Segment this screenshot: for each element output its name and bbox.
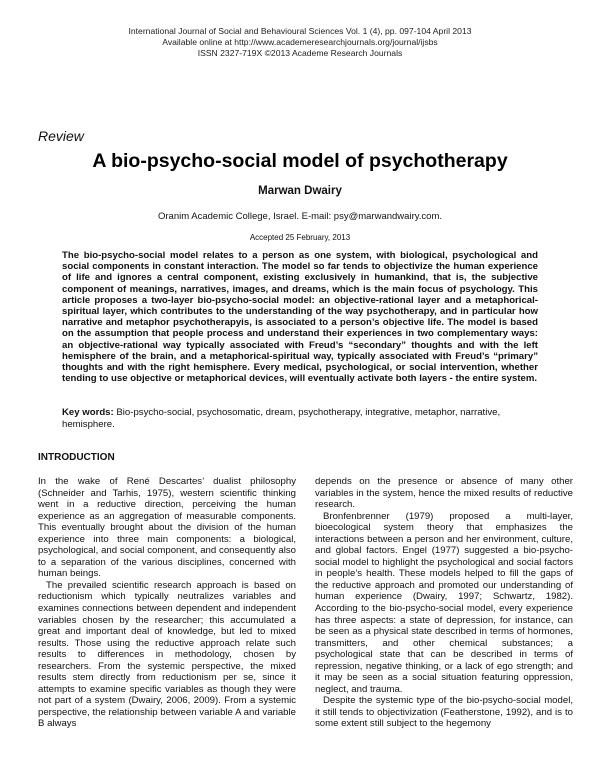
journal-header	[0, 26, 600, 59]
paragraph: depends on the presence or absence of many other variables in the system, hence the mixed results of reductive research.	[315, 476, 573, 511]
author-affiliation: Oranim Academic College, Israel. E-mail: psy@marwandwairy.com.	[158, 211, 442, 222]
keywords-text: Bio-psycho-social, psychosomatic, dream, psychotherapy, integrative, metaphor, narrative, hemisphere.	[62, 407, 501, 430]
article-type: Review	[38, 128, 84, 144]
author-name: Marwan Dwairy	[258, 185, 342, 197]
paragraph: In the wake of René Descartes’ dualist philosophy (Schneider and Tarhis, 1975), western scientific thinking went in a reductive direction, perceiving the human experience as an aggregation of measurable components. This eventually brought about the division of the human experience into three main components: a biological, psychological, and social component, and consequently also to a separation of the various disciplines, concerned with human beings.	[38, 476, 296, 580]
paragraph: Bronfenbrenner (1979) proposed a multi-layer, bioecological system theory that emphasizes the interactions between a person and her environment, culture, and global factors. Engel (1977) suggested a bio-psycho-social model to highlight the psychological and social factors in people’s health. These models helped to fill the gaps of the reductive approach and promoted our understanding of human experience (Dwairy, 1997; Schwartz, 1982). According to the bio-psycho-social model, every experience has three aspects: a state of depression, for instance, can be seen as a physical state described in terms of hormones, transmitters, and other chemical substances; a psychological state that can be described in terms of repression, negative thinking, or a lack of ego strength; and it may be seen as a social situation featuring oppression, neglect, and trauma.	[315, 510, 573, 695]
keywords	[62, 407, 538, 430]
journal-citation: International Journal of Social and Behavioural Sciences Vol. 1 (4), pp. 097-104 April 2013	[128, 26, 472, 36]
paragraph: Despite the systemic type of the bio-psycho-social model, it still tends to objectivization (Featherstone, 1992), and is to some extent still subject to the hegemony	[315, 695, 573, 730]
journal-url: Available online at http://www.academeresearchjournals.org/journal/ijsbs	[162, 37, 438, 47]
right-column	[315, 476, 573, 730]
abstract: The bio-psycho-social model relates to a person as one system, with biological, psychological and social components in constant interaction. The model so far tends to objectivize the human experience of life and ignores a central component, existing exclusively in humankind, that is, the subjective component of meanings, narratives, images, and dreams, which is the main focus of psychology. This article proposes a two-layer bio-psycho-social model: an objective-rational layer and a metaphorical-spiritual layer, which contributes to the understanding of the way psychotherapy, and in particular how narrative and metaphor psychotherapyis, is associated to a person’s objective life. The model is based on the assumption that people process and understand their experiences in two complementary ways: an objective-rational way typically associated with Freud’s “secondary” thoughts and with the left hemisphere of the brain, and a metaphorical-spiritual way, typically associated with Freud’s “primary” thoughts and with the right hemisphere. Every medical, psychological, or social intervention, whether tending to use objective or metaphorical devices, will eventually activate both layers - the entire system.	[62, 250, 538, 385]
article-title: A bio-psycho-social model of psychotherapy	[92, 150, 508, 172]
journal-issn: ISSN 2327-719X ©2013 Academe Research Journals	[197, 48, 403, 58]
accepted-date: Accepted 25 February, 2013	[249, 233, 351, 242]
section-heading-introduction: INTRODUCTION	[38, 452, 115, 463]
keywords-label: Key words:	[62, 407, 114, 418]
left-column	[38, 476, 296, 730]
paragraph: The prevailed scientific research approach is based on reductionism which typically neutralizes variables and examines connections between dependent and independent variables chosen by the researcher; this accumulated a great and important deal of knowledge, but led to mixed results. Those using the reductive approach relate such results to differences in methodology, chosen by researchers. From the systemic perspective, the mixed results stem directly from reductionism per se, since it attempts to examine specific variables as though they were not part of a system (Dwairy, 2006, 2009). From a systemic perspective, the relationship between variable A and variable B always	[38, 579, 296, 730]
